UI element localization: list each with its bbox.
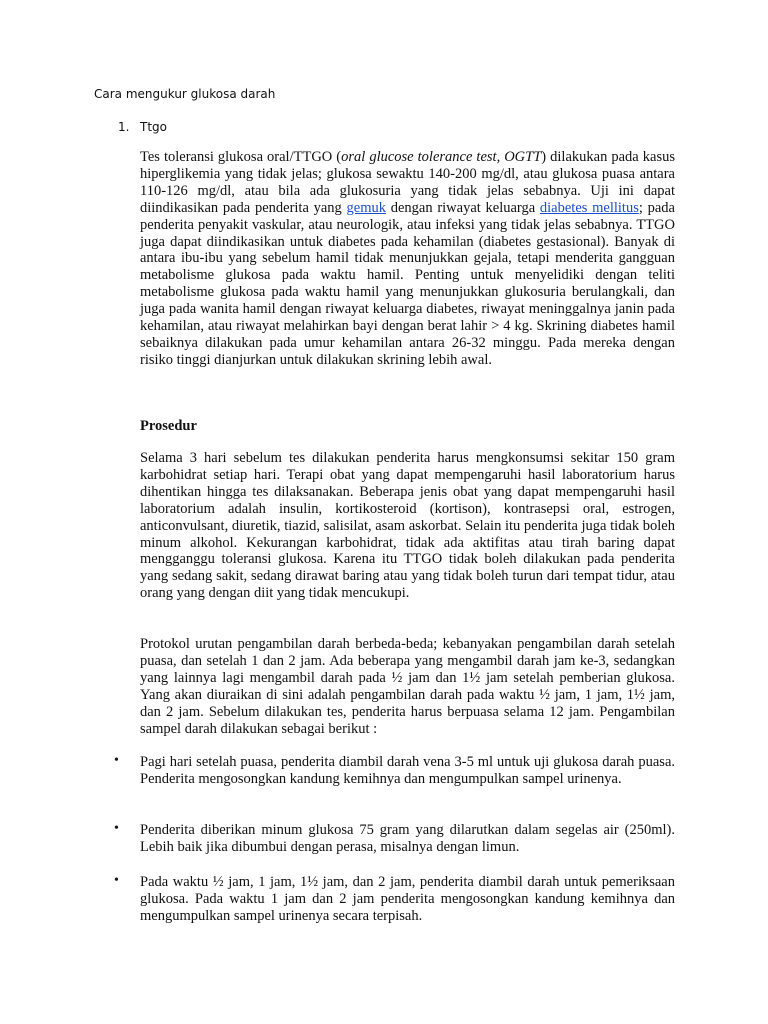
intro-text-3: dengan riwayat keluarga <box>386 199 540 216</box>
prosedur-paragraph-1 <box>140 450 675 602</box>
section-label: Ttgo <box>140 120 167 134</box>
prosedur-paragraph-2 <box>140 636 675 737</box>
prosedur-text-2: Protokol urutan pengambilan darah berbeda-beda; kebanyakan pengambilan darah setelah puasa, dan setelah 1 dan 2 jam. Ada beberapa yang mengambil darah jam ke-3, sedangkan yang lainnya lagi mengambil darah pada ½ jam dan 1½ jam setelah pemberian glukosa. Yang akan diuraikan di sini adalah pengambilan darah pada waktu ½ jam, 1 jam, 1½ jam, dan 2 jam. Sebelum dilakukan tes, penderita harus berpuasa selama 12 jam. Pengambilan sampel darah dilakukan sebagai berikut : <box>140 636 675 737</box>
bullet-item <box>140 822 675 856</box>
bullet-item <box>140 754 675 788</box>
intro-text-4: ; pada penderita penyakit vaskular, atau neurologik, atau infeksi yang tidak jelas sebabnya. TTGO juga dapat diindikasikan untuk diabetes pada kehamilan (diabetes gestasional). Banyak di antara ibu-ibu yang sebelum hamil tidak menunjukkan gejala, tetapi menderita gangguan metabolisme glukosa pada waktu hamil. Penting untuk menyelidiki dengan teliti metabolisme glukosa pada waktu hamil yang menunjukkan glukosuria berulangkali, dan juga pada wanita hamil dengan riwayat keluarga diabetes, riwayat meninggalnya janin pada kehamilan, atau riwayat melahirkan bayi dengan berat lahir > 4 kg. Skrining diabetes hamil sebaiknya dilakukan pada umur kehamilan antara 26-32 minggu. Pada mereka dengan risiko tinggi dianjurkan untuk dilakukan skrining lebih awal. <box>140 199 675 368</box>
link-diabetes-mellitus[interactable]: diabetes mellitus <box>539 199 639 216</box>
document-title: Cara mengukur glukosa darah <box>94 87 276 101</box>
bullet-text: Pagi hari setelah puasa, penderita diambil darah vena 3-5 ml untuk uji glukosa darah puasa. Penderita mengosongkan kandung kemihnya dan mengumpulkan sampel urinenya. <box>140 754 675 787</box>
section-heading <box>118 120 167 134</box>
section-number: 1. <box>118 120 130 134</box>
bullet-dot: • <box>114 873 119 888</box>
intro-paragraph <box>140 149 675 369</box>
intro-text-2: ) dilakukan pada kasus hiperglikemia yang tidak jelas; glukosa sewaktu 140-200 mg/dl, atau glukosa puasa antara 110-126 mg/dl, atau bila ada glukosuria yang tidak jelas sebabnya. Uji ini dapat diindikasikan pada penderita yang <box>140 149 675 216</box>
bullet-text: Pada waktu ½ jam, 1 jam, 1½ jam, dan 2 jam, penderita diambil darah untuk pemeriksaan glukosa. Pada waktu 1 jam dan 2 jam penderita mengosongkan kandung kemihnya dan mengumpulkan sampel urinenya secara terpisah. <box>140 874 675 924</box>
prosedur-text-1: Selama 3 hari sebelum tes dilakukan penderita harus mengkonsumsi sekitar 150 gram karbohidrat setiap hari. Terapi obat yang dapat mempengaruhi hasil laboratorium harus dihentikan hingga tes dilaksanakan. Beberapa jenis obat yang dapat mempengaruhi hasil laboratorium adalah insulin, kortikosteroid (kortison), kontrasepsi oral, estrogen, anticonvulsant, diuretik, tiazid, salisilat, asam askorbat. Selain itu penderita juga tidak boleh minum alkohol. Kekurangan karbohidrat, tidak ada aktifitas atau tirah baring dapat mengganggu toleransi glukosa. Karena itu TTGO tidak boleh dilakukan pada penderita yang sedang sakit, sedang dirawat baring atau yang tidak boleh turun dari tempat tidur, atau orang yang dengan diit yang tidak mencukupi. <box>140 450 675 602</box>
link-gemuk[interactable]: gemuk <box>346 199 386 216</box>
intro-italic-term: oral glucose tolerance test, OGTT <box>341 149 542 165</box>
bullet-text: Penderita diberikan minum glukosa 75 gram yang dilarutkan dalam segelas air (250ml). Lebih baik jika dibumbui dengan perasa, misalnya dengan limun. <box>140 822 675 855</box>
intro-text-1: Tes toleransi glukosa oral/TTGO ( <box>140 149 342 165</box>
prosedur-heading: Prosedur <box>140 418 197 434</box>
bullet-item <box>140 874 675 925</box>
bullet-dot: • <box>114 753 119 768</box>
bullet-dot: • <box>114 821 119 836</box>
